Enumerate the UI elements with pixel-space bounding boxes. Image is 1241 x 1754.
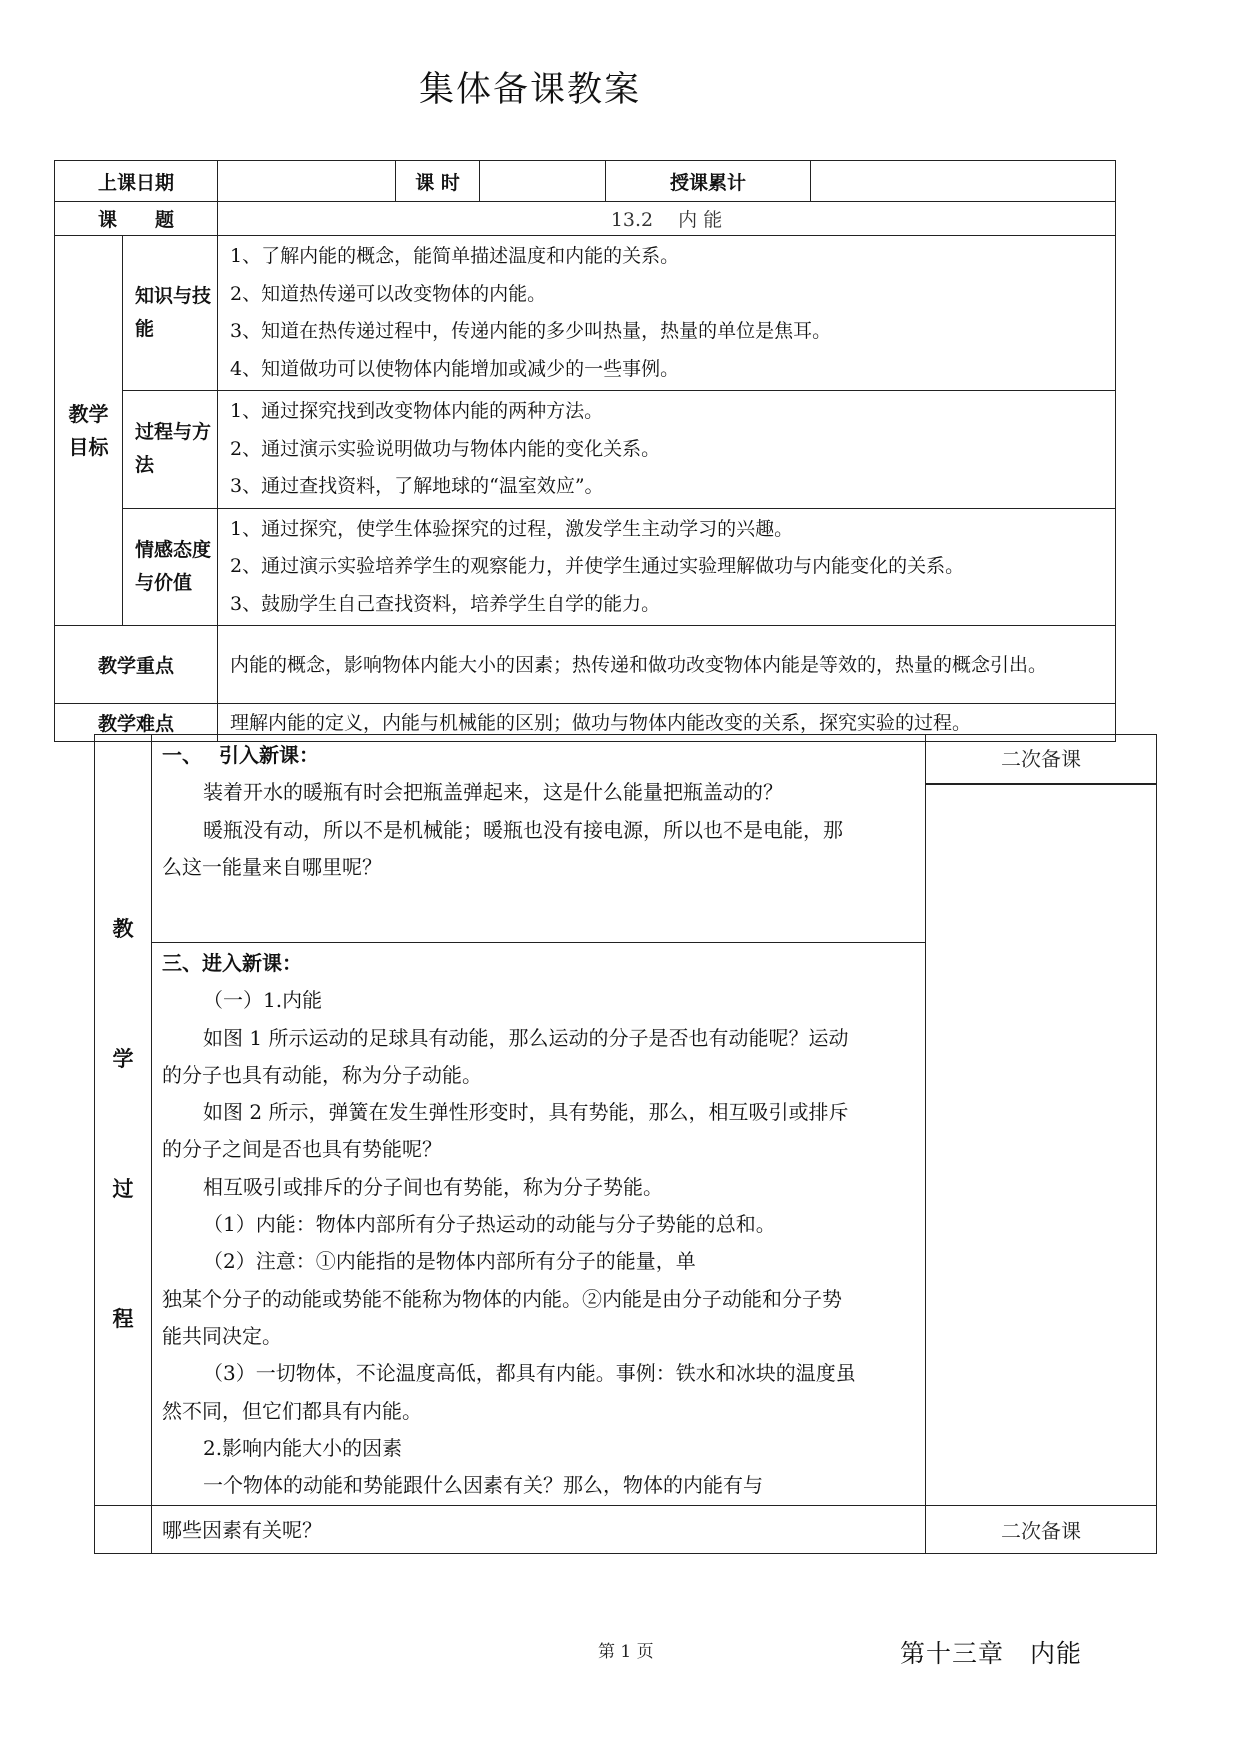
lesson-line: 如图 1 所示运动的足球具有动能，那么运动的分子是否也有动能呢？运动 (203, 1025, 849, 1050)
lesson-line: 2.影响内能大小的因素 (203, 1435, 403, 1460)
knowledge-items (218, 236, 1116, 391)
continuation-blank-cell (95, 1506, 152, 1554)
intro-heading: 一、 引入新课： (162, 743, 319, 767)
second-prep-column (926, 735, 1157, 1506)
lesson-line: （3）一切物体，不论温度高低，都具有内能。事例：铁水和冰块的温度虽 (203, 1361, 856, 1386)
process-items (218, 391, 1116, 509)
intro-line: 么这一能量来自哪里呢？ (162, 854, 382, 879)
lesson-line: （一）1.内能 (203, 988, 323, 1013)
lesson-line: 的分子之间是否也具有势能呢？ (162, 1137, 442, 1162)
process-vertical-label (95, 735, 152, 1506)
lesson-line: 一个物体的动能和势能跟什么因素有关？那么，物体的内能有与 (203, 1473, 763, 1498)
intro-line: 暖瓶没有动，所以不是机械能；暖瓶也没有接电源，所以也不是电能，那 (203, 817, 843, 842)
key-points-text: 内能的概念，影响物体内能大小的因素；热传递和做功改变物体内能是等效的，热量的概念引出。 (218, 626, 1116, 704)
lesson-line: 能共同决定。 (162, 1323, 282, 1348)
document-title: 集体备课教案 (418, 70, 641, 110)
objectives-label: 教学目标 (55, 236, 123, 626)
knowledge-item: 1、了解内能的概念，能简单描述温度和内能的关系。 (230, 245, 680, 267)
lesson-line: 独某个分子的动能或势能不能称为物体的内能。②内能是由分子动能和分子势 (162, 1286, 842, 1311)
continuation-line: 哪些因素有关呢？ (162, 1517, 322, 1542)
emotion-items (218, 508, 1116, 626)
difficulties-label: 教学难点 (55, 704, 218, 742)
cumulative-label: 授课累计 (606, 161, 811, 202)
process-label-char: 学 (112, 1047, 134, 1071)
date-value (218, 161, 396, 202)
process-label: 过程与方法 (123, 391, 218, 509)
emotion-label: 情感态度与价值 (123, 508, 218, 626)
difficulties-text: 理解内能的定义，内能与机械能的区别；做功与物体内能改变的关系，探究实验的过程。 (218, 704, 1116, 742)
process-item: 2、通过演示实验说明做功与物体内能的变化关系。 (230, 437, 661, 460)
knowledge-label: 知识与技能 (123, 236, 218, 391)
knowledge-item: 3、知道在热传递过程中，传递内能的多少叫热量，热量的单位是焦耳。 (230, 320, 832, 342)
process-item: 3、通过查找资料，了解地球的“温室效应”。 (230, 475, 604, 497)
second-prep-header: 二次备课 (926, 735, 1156, 785)
period-label: 课 时 (396, 161, 480, 202)
lesson-line: 如图 2 所示，弹簧在发生弹性形变时，具有势能，那么，相互吸引或排斥 (203, 1100, 849, 1125)
new-lesson-section (152, 943, 926, 1506)
process-label-char: 教 (112, 917, 134, 941)
knowledge-item: 2、知道热传递可以改变物体的内能。 (230, 282, 547, 305)
process-label-char: 程 (112, 1307, 134, 1331)
teaching-process-table (94, 734, 1157, 1554)
lesson-line: 相互吸引或排斥的分子间也有势能，称为分子势能。 (203, 1174, 663, 1199)
lesson-line: （2）注意：①内能指的是物体内部所有分子的能量，单 (203, 1249, 696, 1274)
date-label: 上课日期 (55, 161, 218, 202)
emotion-item: 2、通过演示实验培养学生的观察能力，并使学生通过实验理解做功与内能变化的关系。 (230, 555, 965, 577)
emotion-item: 1、通过探究，使学生体验探究的过程，激发学生主动学习的兴趣。 (230, 517, 794, 540)
process-item: 1、通过探究找到改变物体内能的两种方法。 (230, 400, 604, 422)
period-value (480, 161, 606, 202)
lesson-line: （1）内能：物体内部所有分子热运动的动能与分子势能的总和。 (203, 1212, 776, 1237)
intro-line: 装着开水的暖瓶有时会把瓶盖弹起来，这是什么能量把瓶盖动的？ (203, 780, 783, 805)
continuation-second-prep: 二次备课 (926, 1506, 1157, 1554)
cumulative-value (811, 161, 1116, 202)
topic-value: 13.2 内 能 (218, 202, 1116, 236)
knowledge-item: 4、知道做功可以使物体内能增加或减少的一些事例。 (230, 357, 680, 380)
topic-label: 课 题 (55, 202, 218, 236)
chapter-title: 第十三章 内能 (900, 1639, 1083, 1668)
intro-section (152, 735, 926, 943)
lesson-line: 然不同，但它们都具有内能。 (162, 1398, 422, 1423)
new-lesson-heading: 三、进入新课： (162, 951, 302, 975)
lesson-line: 的分子也具有动能，称为分子动能。 (162, 1062, 482, 1087)
lesson-info-table (54, 160, 1116, 742)
process-label-char: 过 (112, 1177, 134, 1201)
key-points-label: 教学重点 (55, 626, 218, 704)
continuation-text (152, 1506, 926, 1554)
emotion-item: 3、鼓励学生自己查找资料，培养学生自学的能力。 (230, 592, 661, 615)
page-number: 第 1 页 (598, 1642, 654, 1662)
